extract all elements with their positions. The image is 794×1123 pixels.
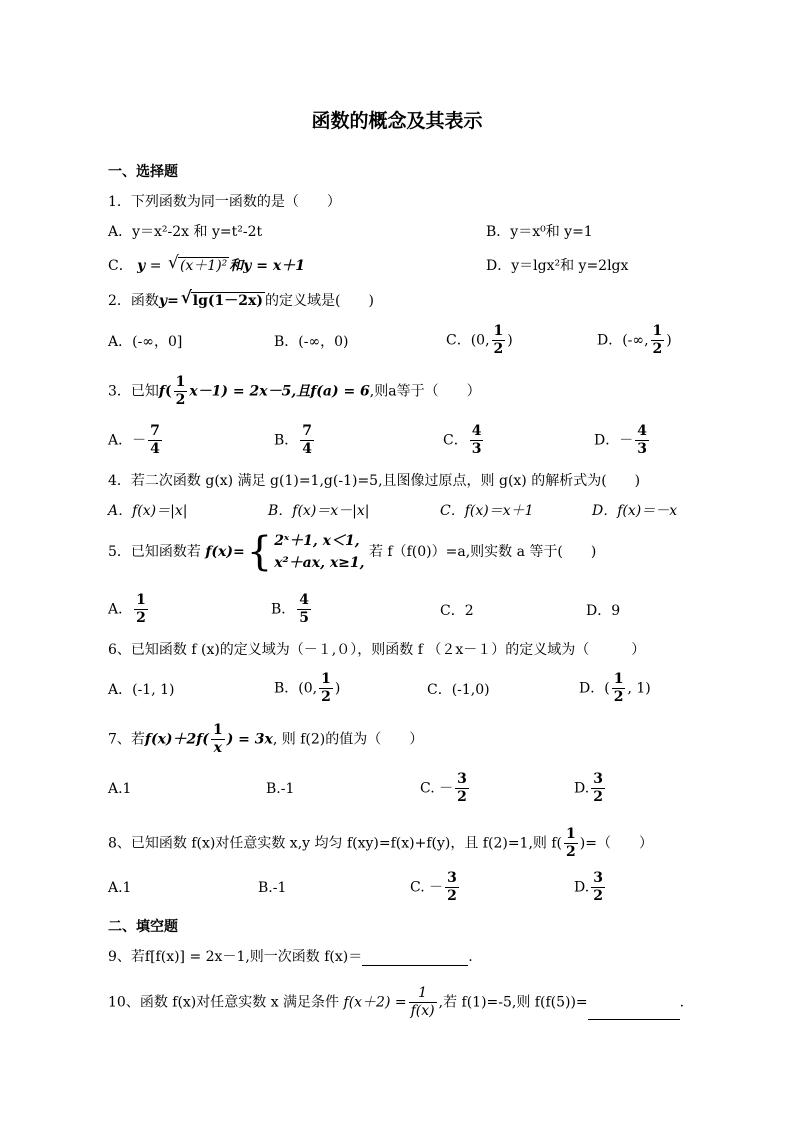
question-8-option-c — [410, 870, 461, 905]
option-label: C. － — [420, 780, 454, 797]
question-6-option-c: C．(-1,0) — [427, 682, 490, 698]
math-expr: f(x)= — [205, 544, 245, 560]
option-tail: ) — [334, 680, 341, 697]
numerator: 3 — [447, 870, 457, 886]
math-eq: = — [145, 258, 166, 274]
fraction — [492, 323, 506, 358]
denominator: 2 — [593, 888, 603, 904]
denominator: 2 — [175, 392, 186, 408]
fraction — [591, 771, 605, 806]
stem-text: 2．函数 — [108, 293, 159, 309]
question-7-option-a: A.1 — [108, 781, 132, 797]
question-6-option-d — [579, 671, 651, 706]
question-1-option-b: B．y＝x⁰和 y=1 — [486, 224, 593, 240]
option-tail: ) — [666, 332, 672, 349]
question-1-option-d: D．y＝lgx²和 y=2lgx — [486, 258, 629, 274]
question-7-option-b: B.-1 — [266, 781, 295, 797]
denominator: f(x) — [410, 1003, 435, 1019]
option-label: B． — [271, 601, 296, 618]
denominator: 2 — [447, 888, 457, 904]
question-3-option-a — [108, 423, 164, 458]
question-5-option-c: C．2 — [440, 603, 474, 619]
numerator: 7 — [302, 423, 313, 439]
math-paren: ( — [164, 383, 172, 400]
question-3-stem — [108, 374, 481, 409]
math-expr: ) = 3x — [226, 731, 273, 748]
answer-blank[interactable] — [588, 1003, 680, 1020]
denominator: 2 — [593, 789, 603, 805]
piecewise-cases — [274, 530, 364, 574]
numerator: 7 — [150, 423, 160, 439]
sqrt-expression: √ lg(1－2x) — [180, 288, 263, 309]
case-1: 2ˣ＋1, x＜1, — [274, 533, 360, 549]
question-7-stem — [108, 722, 423, 757]
denominator: 4 — [302, 441, 313, 457]
section-heading-choice: 一、选择题 — [108, 164, 178, 180]
question-3-option-c — [443, 423, 485, 458]
denominator: 2 — [136, 610, 146, 626]
stem-text: . — [468, 949, 473, 965]
question-3-option-d — [594, 423, 651, 458]
stem-text: , 则 f(2)的值为（ ） — [272, 731, 424, 748]
option-label: A．－ — [108, 432, 147, 449]
question-1-option-c — [108, 253, 305, 275]
numerator: 1 — [136, 592, 146, 608]
question-5-option-b — [271, 592, 313, 627]
numerator: 1 — [175, 374, 186, 390]
question-3-option-b — [274, 423, 316, 458]
numerator: 1 — [613, 671, 624, 687]
stem-text: )=（ ） — [579, 835, 653, 852]
question-5-stem — [108, 530, 596, 574]
fraction — [300, 423, 314, 458]
question-9-stem — [108, 948, 473, 966]
case-2: x²＋ax, x≥1, — [274, 555, 365, 571]
stem-text: 的定义域是( ) — [264, 293, 374, 309]
question-2-stem — [108, 288, 374, 310]
question-8-stem — [108, 826, 653, 861]
question-4-option-b: B．f(x)＝x－|x| — [268, 503, 370, 519]
math-expr: f(x＋2) = — [343, 994, 407, 1011]
stem-text: ,则a等于（ ） — [369, 383, 481, 400]
option-label: B． — [274, 432, 299, 449]
option-tail: ) — [507, 332, 513, 349]
fraction — [148, 423, 162, 458]
sqrt-expression: √ (x＋1)² — [167, 253, 228, 274]
question-8-option-a: A.1 — [108, 880, 132, 896]
radicand: lg(1－2x) — [192, 293, 263, 309]
denominator: 2 — [321, 689, 331, 705]
numerator: 1 — [321, 671, 331, 687]
math-expr: f(x)＋2f( — [144, 731, 209, 748]
option-label: D．(-∞, — [597, 332, 649, 349]
denominator: 3 — [471, 441, 482, 457]
stem-text: . — [679, 994, 685, 1011]
denominator: 3 — [637, 441, 647, 457]
denominator: 2 — [613, 689, 624, 705]
option-label: B．(0, — [274, 680, 318, 697]
radicand: (x＋1)² — [179, 258, 228, 274]
fraction — [134, 592, 148, 627]
math-tail: 和y = x＋1 — [229, 258, 305, 274]
fraction — [470, 423, 484, 458]
option-tail: , 1) — [627, 680, 651, 697]
fraction — [211, 722, 225, 757]
piecewise-brace: { — [246, 529, 273, 575]
fraction — [564, 826, 578, 861]
numerator: 1 — [409, 985, 437, 1003]
denominator: x — [213, 740, 222, 756]
stem-text: 10、函数 f(x)对任意实数 x 满足条件 — [108, 994, 340, 1011]
numerator: 4 — [471, 423, 482, 439]
numerator: 1 — [212, 722, 223, 738]
fraction — [319, 671, 333, 706]
question-2-option-c — [446, 323, 513, 358]
question-2-option-b: B．(-∞，0) — [274, 334, 349, 350]
option-label: D．－ — [594, 432, 634, 449]
math-eq: = — [167, 293, 179, 309]
option-label: D. — [574, 879, 590, 896]
question-7-option-d — [574, 771, 607, 806]
denominator: 5 — [299, 610, 310, 626]
denominator: 2 — [457, 789, 467, 805]
numerator: 1 — [493, 323, 504, 339]
question-1-option-a: A．y＝x²-2x 和 y=t²-2t — [108, 224, 263, 240]
math-expr: x－1) = 2x－5,且 — [189, 383, 311, 400]
section-heading-fill: 二、填空题 — [108, 919, 178, 935]
option-label: D．( — [579, 680, 610, 697]
fraction — [445, 870, 459, 905]
question-7-option-c — [420, 771, 471, 806]
question-6-option-b — [274, 671, 340, 706]
fraction — [455, 771, 469, 806]
denominator: 2 — [493, 341, 504, 357]
question-5-option-a — [108, 592, 150, 627]
question-4-stem: 4．若二次函数 g(x) 满足 g(1)=1,g(-1)=5,且图像过原点，则 g(x) 的解析式为( ) — [108, 473, 641, 489]
fraction — [297, 592, 311, 627]
question-1-stem: 1．下列函数为同一函数的是（ ） — [108, 194, 341, 210]
option-label: D. — [574, 780, 590, 797]
math-var: y — [158, 293, 168, 309]
question-4-option-a: A．f(x)＝|x| — [108, 503, 188, 519]
fraction — [174, 374, 188, 409]
stem-text: 5．已知函数若 — [108, 544, 201, 560]
question-6-stem: 6、已知函数 f (x)的定义域为（－１,０），则函数 f （２x－１）的定义域为（ ） — [108, 642, 646, 658]
math-var: f — [158, 383, 165, 400]
fraction — [651, 323, 665, 358]
question-5-option-d: D．9 — [586, 603, 621, 619]
option-label: A． — [108, 601, 133, 618]
math-expr: f(a) = 6 — [310, 383, 370, 400]
numerator: 4 — [637, 423, 647, 439]
page-title: 函数的概念及其表示 — [311, 110, 483, 132]
numerator: 4 — [299, 592, 310, 608]
fraction — [612, 671, 626, 706]
question-8-option-d — [574, 870, 607, 905]
answer-blank[interactable] — [362, 949, 468, 966]
fraction — [591, 870, 605, 905]
option-label: C．(0, — [446, 332, 490, 349]
numerator: 1 — [652, 323, 663, 339]
question-6-option-a: A．(-1, 1) — [108, 682, 175, 698]
numerator: 3 — [593, 870, 603, 886]
denominator: 2 — [652, 341, 663, 357]
question-2-option-d — [597, 323, 672, 358]
question-10-stem — [108, 985, 684, 1020]
fraction — [635, 423, 649, 458]
stem-text: 若 f（f(0)）=a,则实数 a 等于( ) — [368, 544, 597, 560]
stem-text: 8、已知函数 f(x)对任意实数 x,y 均匀 f(xy)=f(x)+f(y)，且 f(2)=1,则 f( — [108, 835, 562, 852]
option-label: C． — [443, 432, 468, 449]
numerator: 3 — [593, 771, 603, 787]
question-4-option-c: C．f(x)＝x＋1 — [440, 503, 534, 519]
fraction — [409, 985, 437, 1020]
question-2-option-a: A．(-∞，0] — [108, 334, 183, 350]
option-label: C. － — [410, 879, 444, 896]
denominator: 2 — [566, 844, 576, 860]
question-8-option-b: B.-1 — [258, 880, 287, 896]
denominator: 4 — [150, 441, 160, 457]
math-var: y — [137, 258, 146, 274]
stem-text: 7、若 — [108, 731, 145, 748]
stem-text: ,若 f(1)=-5,则 f(f(5))= — [438, 994, 588, 1011]
option-label: C． — [108, 258, 133, 274]
stem-text: 9、若f[f(x)] = 2x－1,则一次函数 f(x)＝ — [108, 949, 363, 965]
numerator: 3 — [457, 771, 467, 787]
numerator: 1 — [566, 826, 576, 842]
question-4-option-d: D．f(x)＝－x — [592, 503, 678, 519]
stem-text: 3．已知 — [108, 383, 159, 400]
